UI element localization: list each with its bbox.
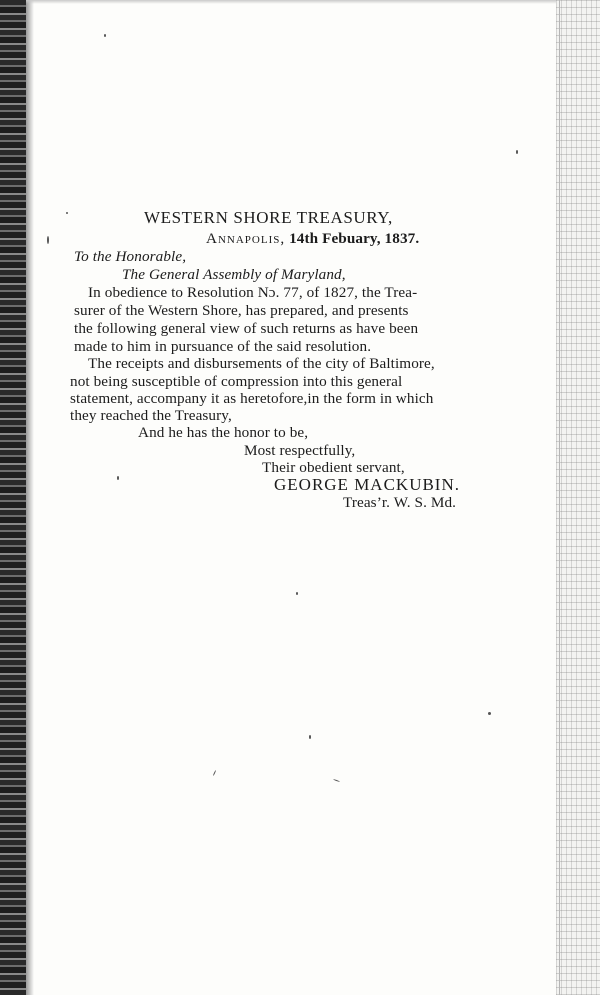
paragraph2-line: The receipts and disbursements of the city of Baltimore, <box>88 355 435 372</box>
paragraph2-line: statement, accompany it as heretofore,in the form in which <box>70 390 434 407</box>
closing-line: Their obedient servant, <box>262 459 405 476</box>
salutation-line-1: To the Honorable, <box>74 248 187 265</box>
paragraph1-line: surer of the Western Shore, has prepared, and presents <box>74 302 409 319</box>
date: 14th Febuary, 1837. <box>289 230 420 247</box>
paragraph1-line: the following general view of such returns as have been <box>74 320 419 337</box>
closing-line: Most respectfully, <box>244 442 356 459</box>
signature-title: Treas’r. W. S. Md. <box>343 494 457 511</box>
salutation-line-2: The General Assembly of Maryland, <box>122 266 346 283</box>
closing-line: And he has the honor to be, <box>138 424 309 441</box>
treasury-heading: WESTERN SHORE TREASURY, <box>144 208 393 227</box>
signature-name: GEORGE MACKUBIN. <box>274 475 460 494</box>
paragraph1-line: made to him in pursuance of the said resolution. <box>74 338 372 355</box>
paragraph1-line: In obedience to Resolution Nɔ. 77, of 1827, the Trea- <box>88 284 418 301</box>
paragraph2-line: they reached the Treasury, <box>70 407 232 424</box>
place: Annapolis, <box>206 230 286 247</box>
paragraph2-line: not being susceptible of compression into this general <box>70 373 403 390</box>
place-date-line <box>206 230 419 248</box>
